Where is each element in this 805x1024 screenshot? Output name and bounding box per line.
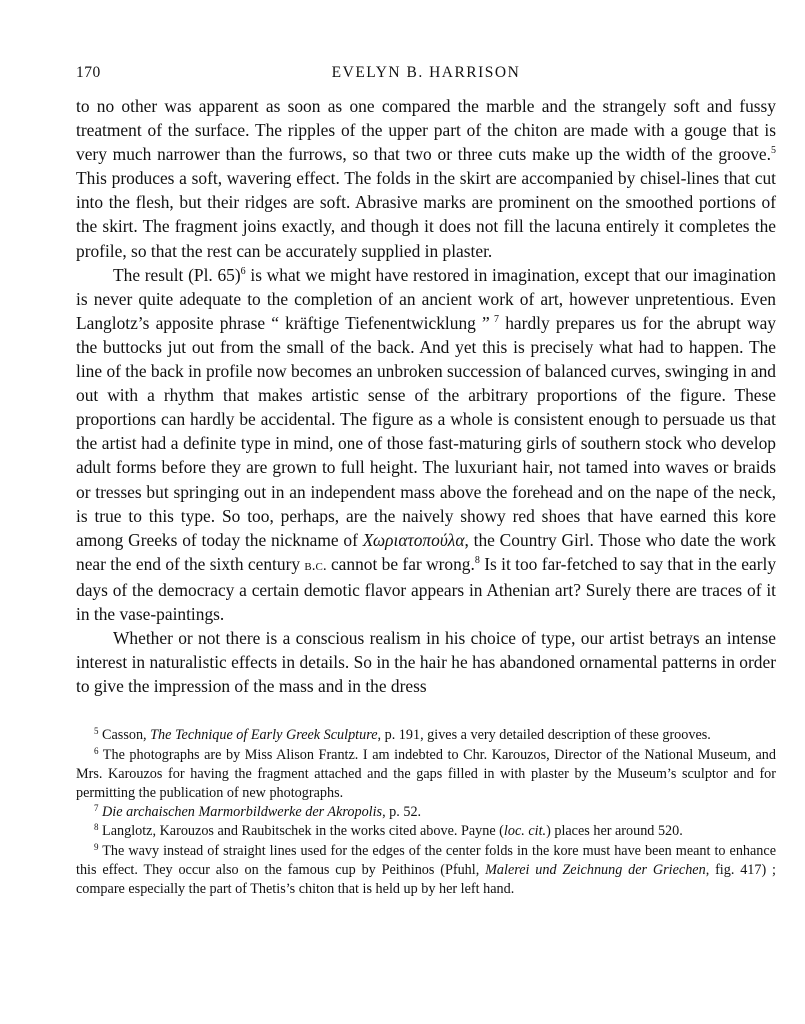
text-run: is what we might have restored in imagination, except that our imagination is never quite adequate to the completion of an ancient work of art, however unpretentious. Even Langlotz’s apposite phrase “ kräftige Tiefenentwicklung ”	[76, 264, 776, 333]
note-reference: 7	[489, 313, 500, 325]
paragraph	[76, 94, 776, 263]
italic-text: Malerei und Zeichnung der Griechen	[485, 861, 706, 878]
paragraph	[76, 263, 776, 626]
text-run: , fig. 417) ; compare especially the part of Thetis’s chiton that is held up by her left hand.	[76, 861, 776, 897]
footnotes	[76, 726, 776, 899]
italic-text: loc. cit.	[503, 823, 547, 840]
text-run: hardly prepares us for the abrupt way the buttocks jut out from the small of the back. And yet this is precisely what had to happen. The line of the back in profile now becomes an unbroken succession of balanced curves, swinging in and out with a rhythm that makes artistic sense of the arbitrary proportions of the figure. These proportions can hardly be accidental. The figure as a whole is consistent enough to persuade us that the artist had a definite type in mind, one of those fast-maturing girls of southern stock who develop adult forms before they are grown to full height. The luxuriant hair, not tamed into waves or braids or tresses but springing out in an independent mass above the forehead and on the nape of the neck, is true to this type. So too, perhaps, are the naively showy red shoes that have earned this kore among Greeks of today the nickname of	[76, 312, 776, 550]
text-run: to no other was apparent as soon as one compared the marble and the strangely soft and fussy treatment of the surface. The ripples of the upper part of the chiton are made with a gouge that is very much narrower than the furrows, so that two or three cuts make up the width of the groove.	[76, 96, 776, 165]
note-reference: 8	[94, 822, 99, 833]
text-run: Whether or not there is a conscious realism in his choice of type, our artist betrays an intense interest in naturalistic effects in details. So in the hair he has abandoned ornamental patterns in order to give the impression of the mass and in the dress	[76, 628, 776, 697]
note-reference: 8	[474, 554, 480, 566]
note-reference: 6	[240, 265, 246, 277]
note-reference: 7	[94, 803, 99, 814]
footnote	[76, 726, 776, 745]
text-run: , p. 191, gives a very detailed description of these grooves.	[377, 727, 711, 744]
footnote	[76, 803, 776, 822]
italic-text: The Technique of Early Greek Sculpture	[150, 727, 378, 744]
page	[76, 60, 776, 899]
footnote	[76, 842, 776, 900]
text-run: ) places her around 520.	[546, 823, 683, 840]
note-reference: 6	[94, 745, 99, 756]
text-run: The result (Pl. 65)	[113, 264, 241, 285]
paragraph	[76, 626, 776, 698]
text-run: The wavy instead of straight lines used for the edges of the center folds in the kore must have been meant to enhance this effect. They occur also on the famous cup by Peithinos (Pfuhl,	[76, 842, 776, 878]
italic-text: Χωριατοπούλα	[362, 529, 465, 550]
note-reference: 5	[771, 145, 776, 157]
text-run: b.c.	[304, 557, 327, 574]
running-header	[76, 60, 776, 94]
text-run: cannot be far wrong.	[326, 553, 475, 574]
note-reference: 5	[94, 726, 99, 737]
text-run: Casson,	[98, 727, 151, 744]
footnote	[76, 746, 776, 804]
running-title: EVELYN B. HARRISON	[331, 64, 521, 81]
text-run: This produces a soft, wavering effect. The folds in the skirt are accompanied by chisel-lines that cut into the flesh, but their ridges are soft. Abrasive marks are prominent on the smoothed portions of the skirt. The fragment joins exactly, and though it does not fill the lacuna entirely it completes the profile, so that the rest can be accurately supplied in plaster.	[76, 168, 776, 261]
text-run: , the Country Girl. Those who date the work near the end of the sixth century	[76, 529, 776, 574]
note-reference: 9	[94, 841, 99, 852]
text-run: The photographs are by Miss Alison Frantz. I am indebted to Chr. Karouzos, Director of the National Museum, and Mrs. Karouzos for having the fragment attached and the gaps filled in with plaster by the Museum’s sculptor and for permitting the publication of new photographs.	[76, 746, 776, 801]
body-text	[76, 94, 776, 698]
text-run: Langlotz, Karouzos and Raubitschek in the works cited above. Payne (	[98, 823, 504, 840]
text-run: , p. 52.	[382, 804, 422, 821]
page-number: 170	[76, 64, 101, 81]
text-run: Is it too far-fetched to say that in the early days of the democracy a certain demotic flavor appears in Athenian art? Surely there are traces of it in the vase-paintings.	[76, 553, 777, 624]
italic-text: Die archaischen Marmorbildwerke der Akropolis	[102, 804, 383, 821]
footnote	[76, 822, 776, 841]
